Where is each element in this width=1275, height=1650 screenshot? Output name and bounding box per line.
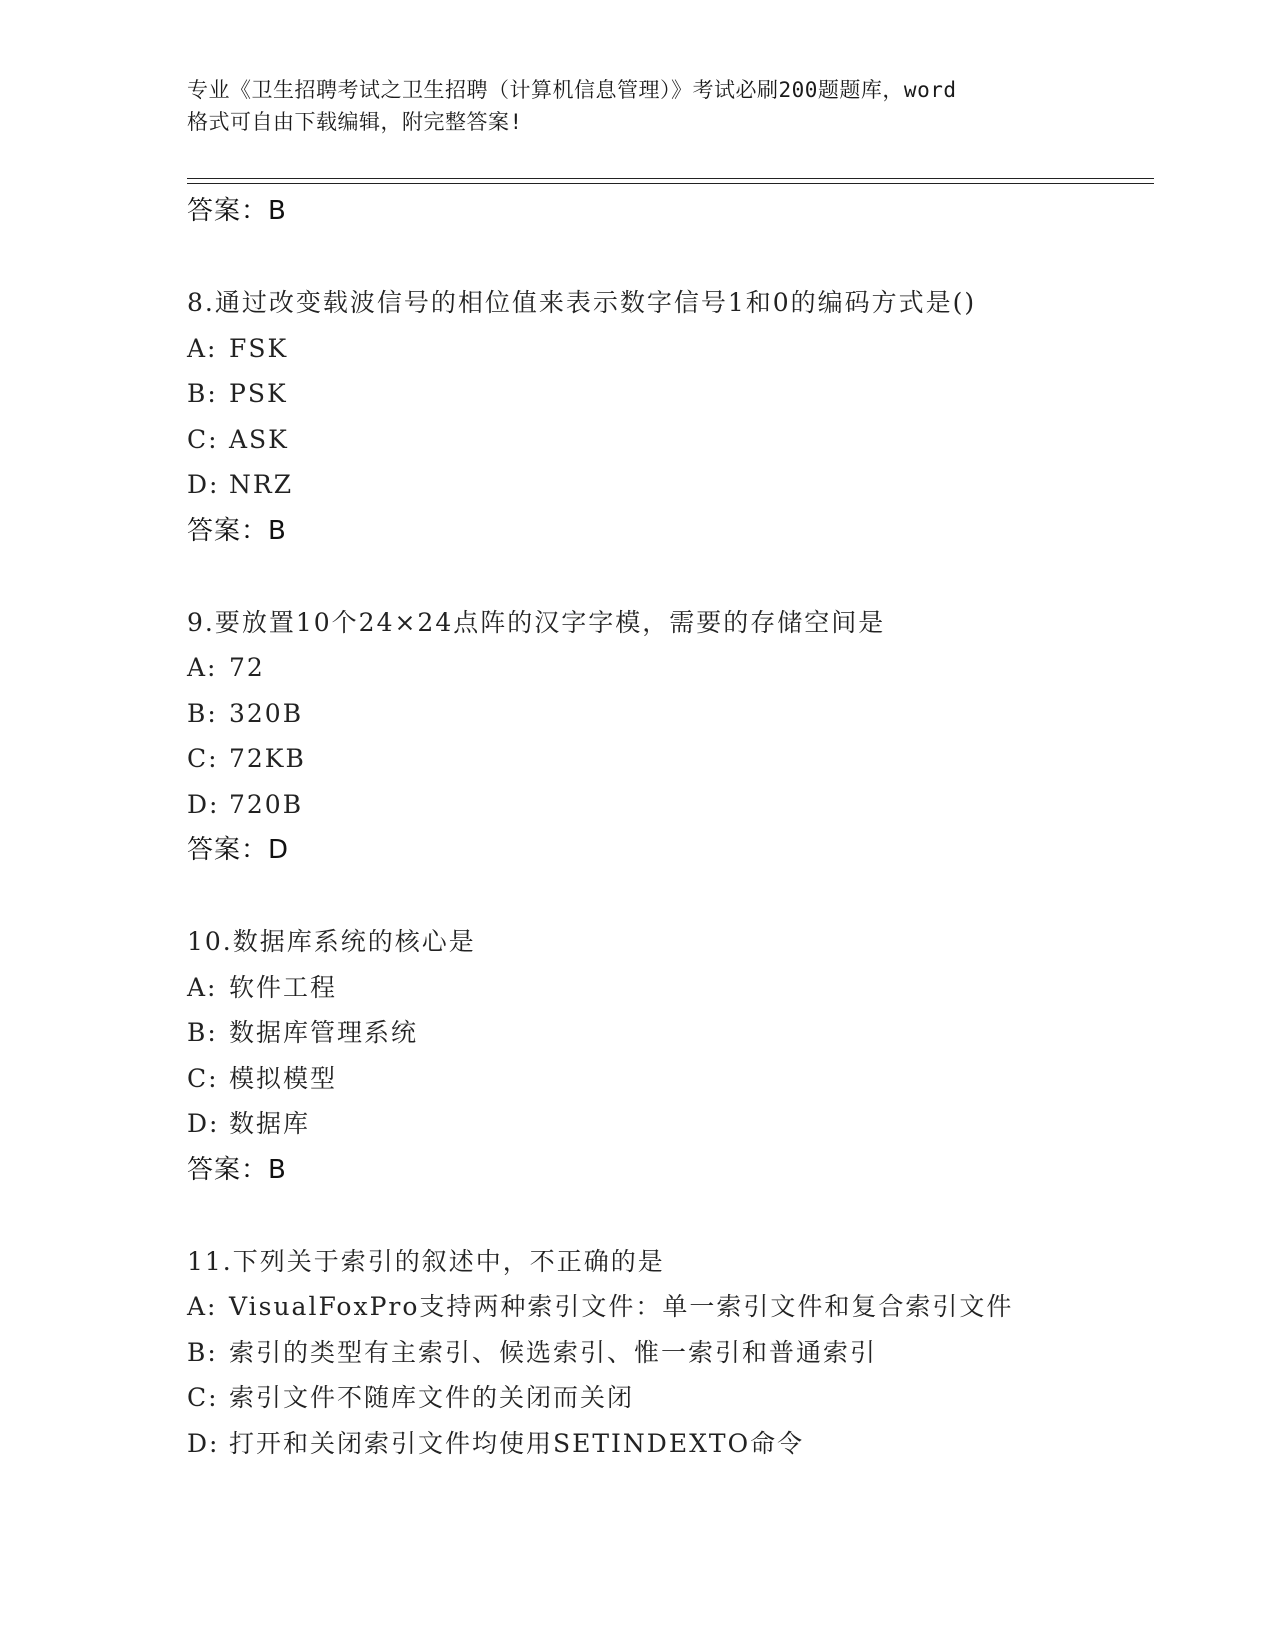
- option-a: [187, 645, 1167, 691]
- option-b: [187, 1330, 1167, 1376]
- option-text: FSK: [229, 333, 289, 363]
- option-text: 模拟模型: [229, 1063, 338, 1093]
- option-text: 数据库: [229, 1109, 311, 1138]
- header-line-1: 专业《卫生招聘考试之卫生招聘（计算机信息管理）》考试必刷200题题库，word: [187, 78, 957, 102]
- option-letter: B:: [187, 698, 218, 728]
- option-c: [187, 1375, 1167, 1421]
- question-block: [187, 600, 1167, 874]
- option-d: [187, 1101, 1167, 1147]
- option-b: [187, 371, 1167, 417]
- answer-line: 答案：B: [187, 196, 287, 226]
- option-text: 320B: [229, 698, 304, 728]
- question-stem: 11.下列关于索引的叙述中，不正确的是: [187, 1246, 665, 1276]
- answer-line: 答案：B: [187, 515, 287, 546]
- option-text: 720B: [229, 789, 304, 819]
- option-a: [187, 965, 1167, 1011]
- option-letter: D:: [187, 789, 220, 819]
- answer-line: 答案：B: [187, 1154, 287, 1185]
- option-c: [187, 736, 1167, 782]
- question-block: [187, 1239, 1167, 1467]
- option-letter: B:: [187, 379, 218, 408]
- option-text: 72KB: [229, 744, 306, 773]
- question-stem: 10.数据库系统的核心是: [187, 927, 476, 956]
- option-text: 72: [229, 653, 265, 682]
- option-letter: C:: [187, 424, 219, 454]
- option-b: [187, 691, 1167, 737]
- option-letter: B:: [187, 1018, 218, 1047]
- option-d: [187, 1421, 1167, 1467]
- option-letter: B:: [187, 1337, 218, 1367]
- option-text: 索引文件不随库文件的关闭而关闭: [229, 1383, 635, 1412]
- document-header: [187, 74, 1087, 138]
- question-stem: 8.通过改变载波信号的相位值来表示数字信号1和0的编码方式是(): [187, 288, 977, 317]
- option-letter: D:: [187, 1109, 220, 1138]
- option-c: [187, 1056, 1167, 1102]
- option-letter: D:: [187, 470, 220, 499]
- answer-line: 答案：D: [187, 835, 290, 865]
- option-text: 数据库管理系统: [229, 1018, 419, 1047]
- option-text: ASK: [229, 424, 289, 454]
- question-block: [187, 919, 1167, 1193]
- option-d: [187, 462, 1167, 508]
- option-text: NRZ: [229, 470, 294, 499]
- option-letter: C:: [187, 1063, 219, 1093]
- option-text: PSK: [229, 379, 288, 408]
- question-stem: 9.要放置10个24×24点阵的汉字字模，需要的存储空间是: [187, 607, 886, 637]
- option-letter: D:: [187, 1428, 220, 1458]
- option-c: [187, 417, 1167, 463]
- header-divider-bottom: [187, 183, 1154, 184]
- question-block: [187, 280, 1167, 554]
- option-letter: C:: [187, 1383, 219, 1412]
- header-line-2: 格式可自由下载编辑，附完整答案!: [187, 110, 523, 134]
- option-text: 软件工程: [229, 972, 338, 1002]
- header-divider-top: [187, 178, 1154, 179]
- option-letter: C:: [187, 744, 219, 773]
- option-d: [187, 782, 1167, 828]
- option-a: [187, 1284, 1167, 1330]
- option-text: 打开和关闭索引文件均使用SETINDEXTO命令: [229, 1428, 805, 1458]
- option-letter: A:: [187, 1292, 218, 1321]
- question-list: [187, 188, 1167, 1466]
- option-a: [187, 326, 1167, 372]
- option-letter: A:: [187, 653, 218, 682]
- option-text: VisualFoxPro支持两种索引文件：单一索引文件和复合索引文件: [229, 1292, 1014, 1321]
- option-letter: A:: [187, 972, 218, 1002]
- option-b: [187, 1010, 1167, 1056]
- option-letter: A:: [187, 333, 218, 363]
- option-text: 索引的类型有主索引、候选索引、惟一索引和普通索引: [229, 1337, 878, 1367]
